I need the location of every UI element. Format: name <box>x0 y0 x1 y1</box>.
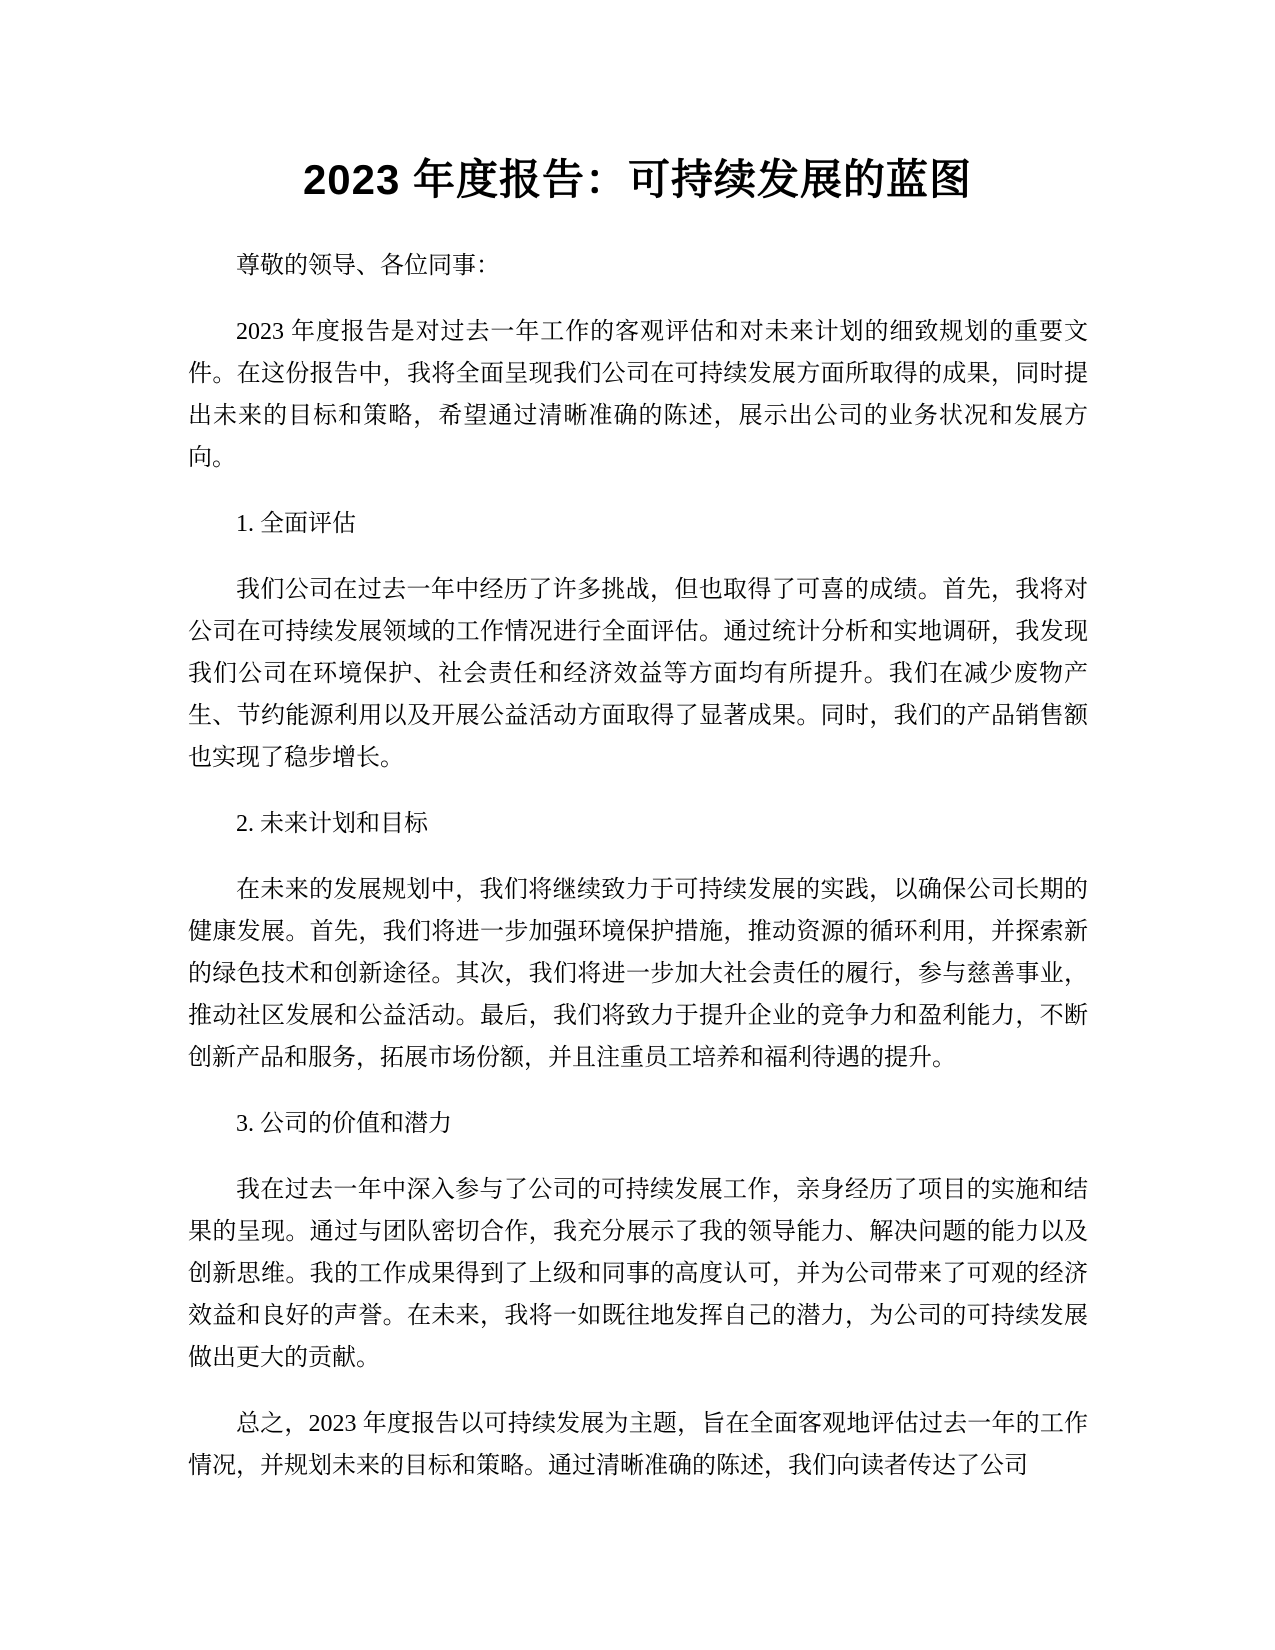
section-heading-3: 3. 公司的价值和潜力 <box>236 1111 452 1137</box>
section-heading-2: 2. 未来计划和目标 <box>236 811 428 837</box>
conclusion-paragraph: 总之，2023 年度报告以可持续发展为主题，旨在全面客观地评估过去一年的工作情况，并规划未来的目标和策略。通过清晰准确的陈述，我们向读者传达了公司 <box>188 1411 1088 1479</box>
intro-paragraph: 2023 年度报告是对过去一年工作的客观评估和对未来计划的细致规划的重要文件。在这份报告中，我将全面呈现我们公司在可持续发展方面所取得的成果，同时提出未来的目标和策略，希望通过清晰准确的陈述，展示出公司的业务状况和发展方向。 <box>188 319 1088 471</box>
document-body <box>188 245 1088 1511</box>
salutation: 尊敬的领导、各位同事： <box>236 253 500 279</box>
section-paragraph-1: 我们公司在过去一年中经历了许多挑战，但也取得了可喜的成绩。首先，我将对公司在可持续发展领域的工作情况进行全面评估。通过统计分析和实地调研，我发现我们公司在环境保护、社会责任和经济效益等方面均有所提升。我们在减少废物产生、节约能源利用以及开展公益活动方面取得了显著成果。同时，我们的产品销售额也实现了稳步增长。 <box>188 577 1088 771</box>
section-paragraph-3: 我在过去一年中深入参与了公司的可持续发展工作，亲身经历了项目的实施和结果的呈现。通过与团队密切合作，我充分展示了我的领导能力、解决问题的能力以及创新思维。我的工作成果得到了上级和同事的高度认可，并为公司带来了可观的经济效益和良好的声誉。在未来，我将一如既往地发挥自己的潜力，为公司的可持续发展做出更大的贡献。 <box>188 1177 1088 1371</box>
section-paragraph-2: 在未来的发展规划中，我们将继续致力于可持续发展的实践，以确保公司长期的健康发展。首先，我们将进一步加强环境保护措施，推动资源的循环利用，并探索新的绿色技术和创新途径。其次，我们将进一步加大社会责任的履行，参与慈善事业，推动社区发展和公益活动。最后，我们将致力于提升企业的竞争力和盈利能力，不断创新产品和服务，拓展市场份额，并且注重员工培养和福利待遇的提升。 <box>188 877 1088 1071</box>
document-title: 2023 年度报告：可持续发展的蓝图 <box>302 156 973 203</box>
section-heading-1: 1. 全面评估 <box>236 511 356 537</box>
